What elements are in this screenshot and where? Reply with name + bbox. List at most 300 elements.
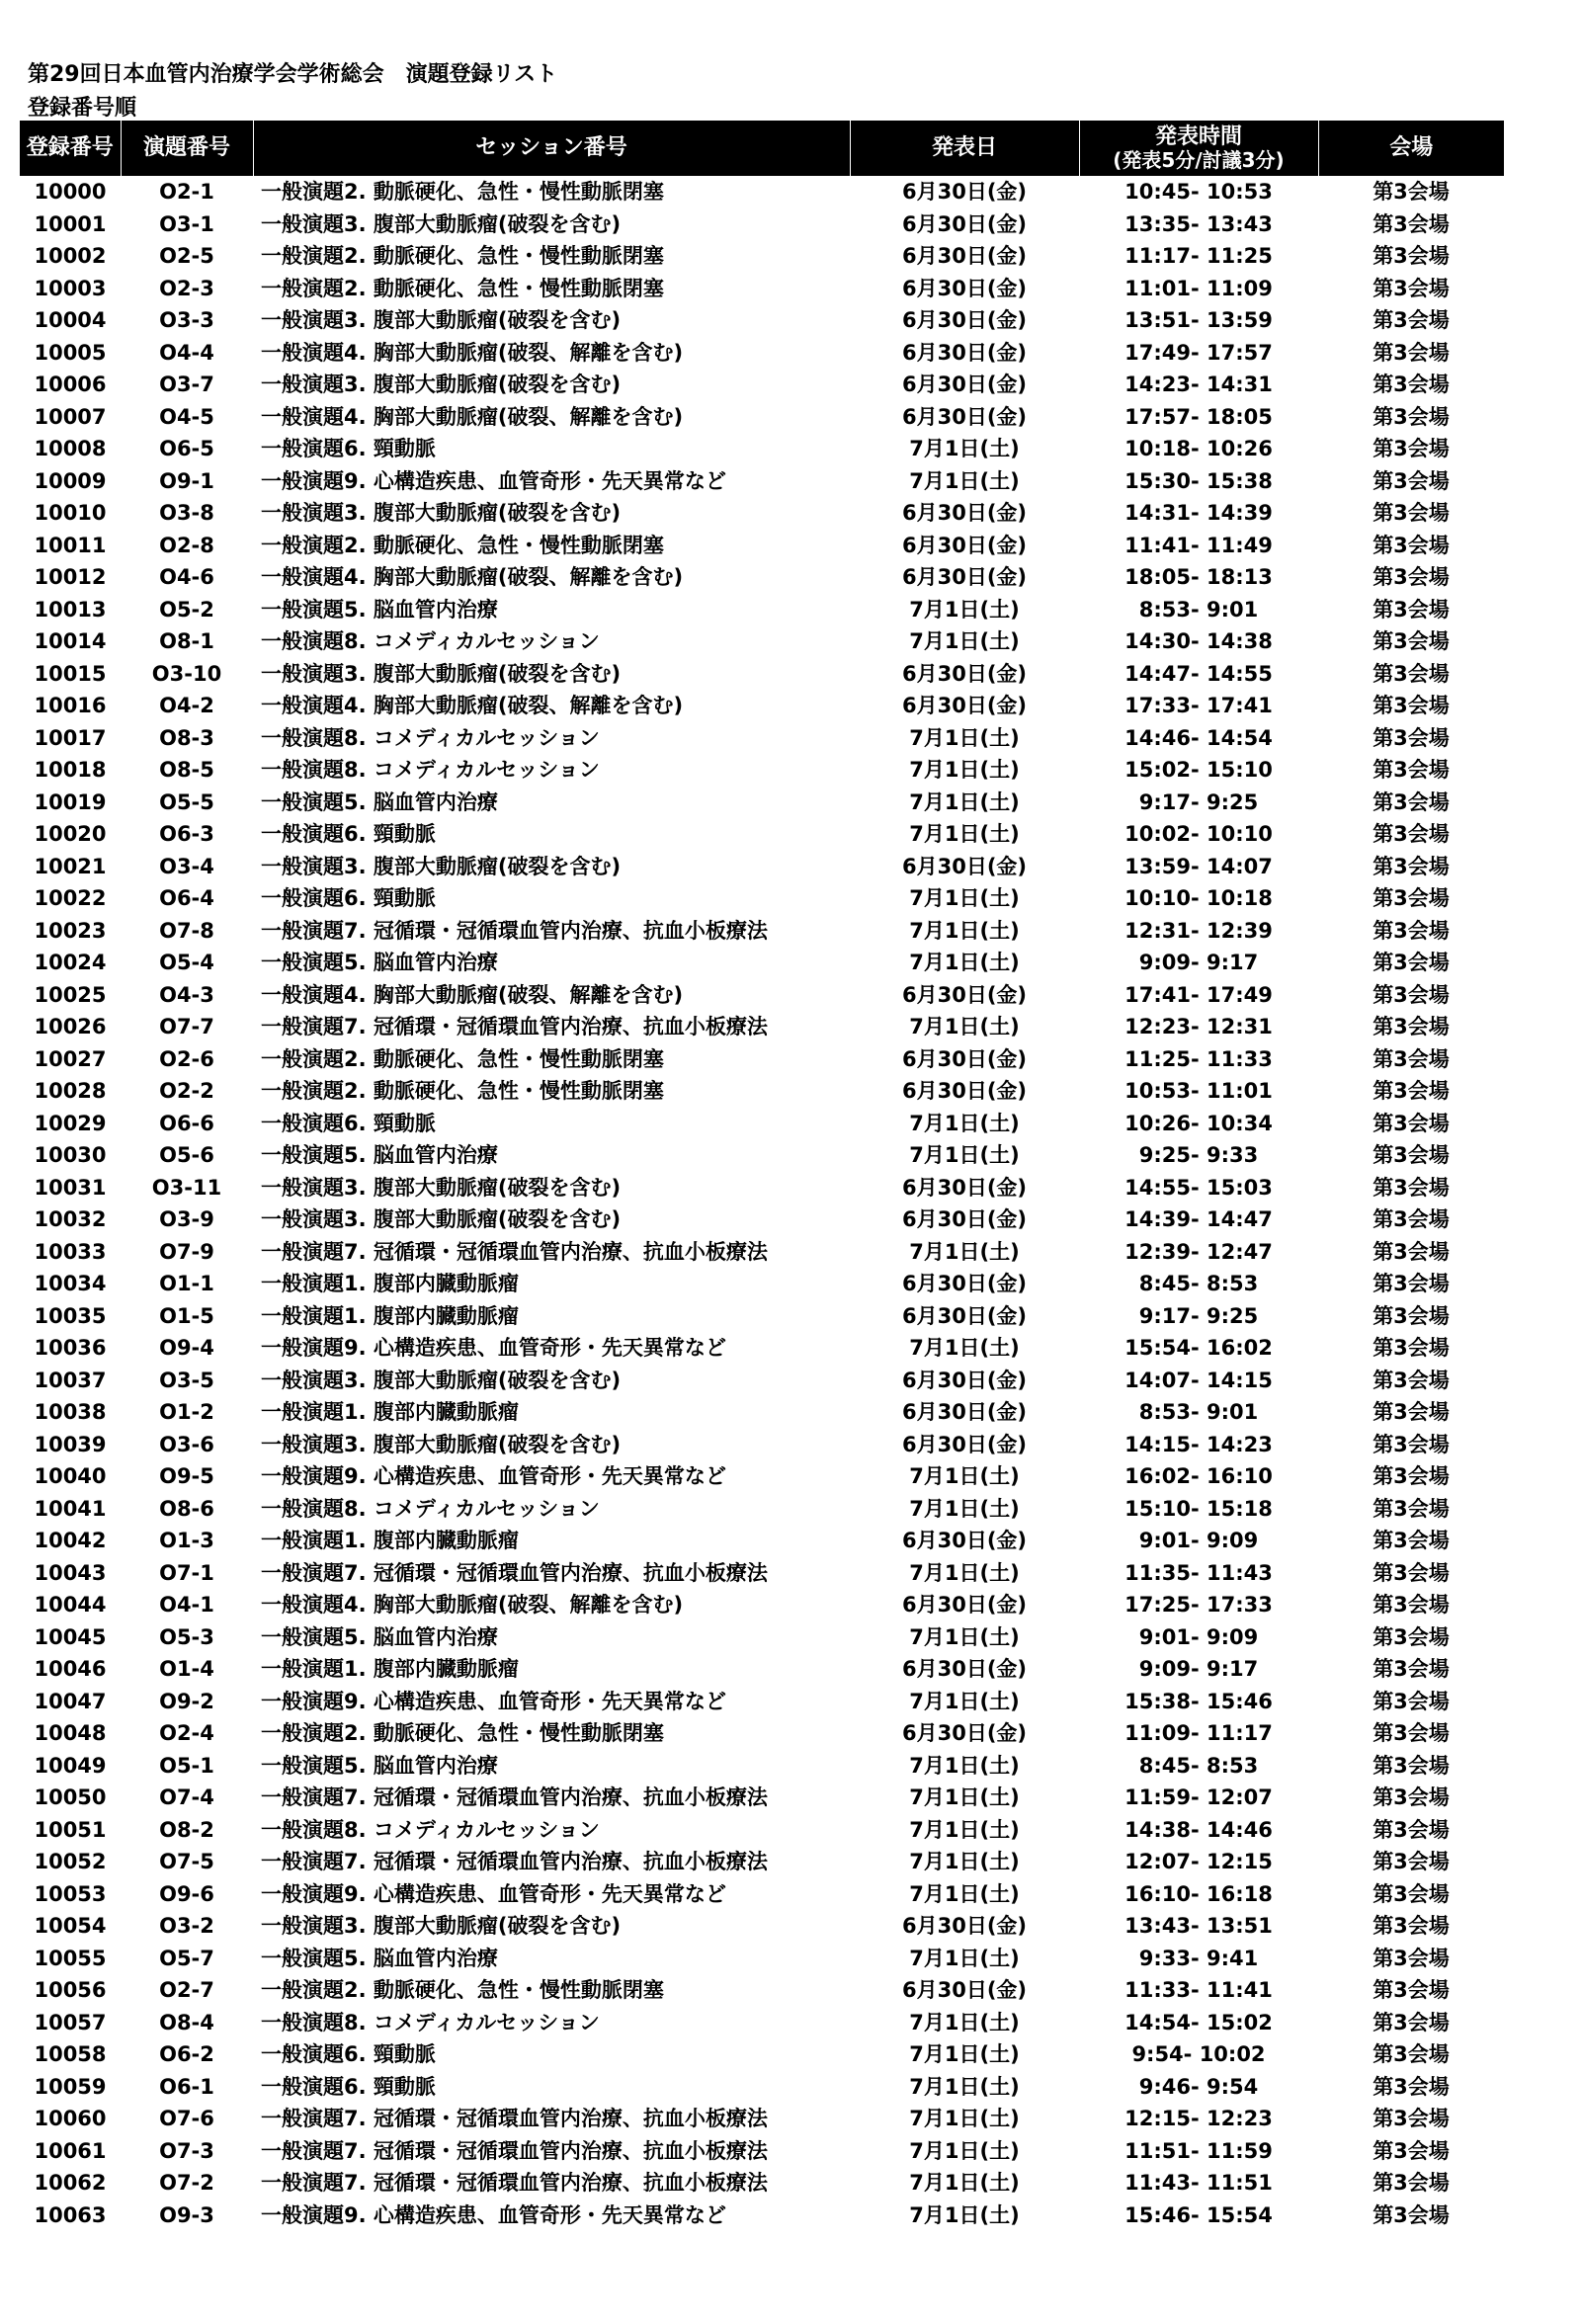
cell-session: 一般演題2. 動脈硬化、急性・慢性動脈閉塞 [261,276,664,300]
cell-reg-no: 10056 [34,1978,107,2002]
cell-reg-no: 10013 [34,597,107,622]
cell-time: 12:07- 12:15 [1124,1850,1273,1873]
cell-reg-no: 10048 [34,1721,107,1745]
cell-session: 一般演題7. 冠循環・冠循環血管内治療、抗血小板療法 [261,2171,768,2195]
table-row [20,497,1504,530]
cell-session: 一般演題3. 腹部大動脈瘤(破裂を含む) [261,854,622,878]
cell-date: 7月1日(土) [909,437,1020,460]
cell-time: 8:53- 9:01 [1138,597,1259,622]
cell-session: 一般演題1. 腹部内臓動脈瘤 [261,1400,519,1424]
table-row [20,2200,1504,2232]
cell-venue: 第3会場 [1373,2042,1450,2066]
cell-date: 6月30日(金) [901,1046,1028,1071]
table-row [20,722,1504,755]
cell-reg-no: 10032 [34,1207,107,1231]
cell-time: 16:02- 16:10 [1124,1464,1273,1488]
cell-abstract-no: O8-6 [159,1496,214,1521]
cell-reg-no: 10039 [34,1432,107,1456]
cell-venue: 第3会場 [1373,1850,1450,1873]
cell-session: 一般演題7. 冠循環・冠循環血管内治療、抗血小板療法 [261,1850,768,1873]
table-row [20,1300,1504,1333]
cell-venue: 第3会場 [1373,1272,1450,1295]
cell-abstract-no: O7-7 [159,1015,214,1038]
table-row [20,690,1504,722]
cell-time: 14:55- 15:03 [1124,1175,1273,1200]
cell-date: 7月1日(土) [909,1850,1020,1873]
cell-venue: 第3会場 [1373,1400,1450,1424]
cell-time: 13:43- 13:51 [1124,1914,1273,1938]
cell-reg-no: 10034 [34,1272,107,1295]
cell-date: 7月1日(土) [909,2202,1020,2227]
cell-session: 一般演題3. 腹部大動脈瘤(破裂を含む) [261,308,622,332]
cell-date: 6月30日(金) [901,1272,1028,1295]
cell-date: 7月1日(土) [909,1881,1020,1906]
cell-time: 9:33- 9:41 [1138,1946,1259,1970]
cell-time: 11:41- 11:49 [1124,533,1273,557]
cell-abstract-no: O6-3 [159,822,214,846]
cell-time: 9:01- 9:09 [1138,1529,1259,1552]
cell-time: 10:45- 10:53 [1124,180,1273,204]
cell-venue: 第3会場 [1373,1753,1450,1778]
cell-time: 11:43- 11:51 [1124,2171,1273,2195]
cell-reg-no: 10031 [34,1175,107,1200]
cell-time: 14:15- 14:23 [1124,1432,1273,1456]
cell-abstract-no: O5-6 [159,1143,214,1167]
cell-date: 6月30日(金) [901,694,1028,717]
cell-time: 11:17- 11:25 [1124,244,1273,268]
cell-reg-no: 10000 [34,180,107,204]
cell-reg-no: 10009 [34,468,107,493]
cell-time: 11:25- 11:33 [1124,1046,1273,1071]
cell-session: 一般演題8. コメディカルセッション [261,2010,600,2034]
table-row [20,208,1504,241]
cell-reg-no: 10020 [34,822,107,846]
cell-time: 16:10- 16:18 [1124,1881,1273,1906]
cell-venue: 第3会場 [1373,1239,1450,1264]
table-row [20,915,1504,948]
cell-abstract-no: O7-5 [159,1850,214,1873]
cell-abstract-no: O2-6 [159,1046,214,1071]
cell-date: 7月1日(土) [909,725,1020,750]
cell-venue: 第3会場 [1373,1978,1450,2002]
cell-abstract-no: O4-3 [159,982,214,1007]
table-row [20,1974,1504,2007]
cell-abstract-no: O7-4 [159,1785,214,1809]
cell-time: 9:54- 10:02 [1131,2042,1266,2066]
cell-abstract-no: O8-4 [159,2010,214,2034]
cell-time: 15:46- 15:54 [1124,2202,1273,2227]
cell-abstract-no: O3-1 [159,211,214,236]
cell-reg-no: 10018 [34,758,107,782]
cell-reg-no: 10003 [34,276,107,300]
table-row [20,176,1504,208]
cell-abstract-no: O7-2 [159,2171,214,2195]
cell-session: 一般演題1. 腹部内臓動脈瘤 [261,1303,519,1328]
cell-reg-no: 10019 [34,789,107,814]
cell-venue: 第3会場 [1373,533,1450,557]
cell-date: 6月30日(金) [901,565,1028,589]
cell-date: 7月1日(土) [909,2042,1020,2066]
cell-abstract-no: O4-2 [159,694,214,717]
cell-date: 7月1日(土) [909,1336,1020,1360]
table-row [20,1589,1504,1621]
cell-date: 6月30日(金) [901,373,1028,396]
cell-reg-no: 10042 [34,1529,107,1552]
cell-reg-no: 10047 [34,1689,107,1713]
cell-reg-no: 10024 [34,951,107,974]
cell-time: 10:10- 10:18 [1124,886,1273,910]
cell-reg-no: 10006 [34,373,107,396]
cell-date: 6月30日(金) [901,854,1028,878]
cell-time: 14:38- 14:46 [1124,1817,1273,1842]
cell-abstract-no: O7-9 [159,1239,214,1264]
cell-date: 6月30日(金) [901,1721,1028,1745]
cell-venue: 第3会場 [1373,2171,1450,2195]
cell-reg-no: 10011 [34,533,107,557]
cell-abstract-no: O7-3 [159,2138,214,2163]
cell-session: 一般演題7. 冠循環・冠循環血管内治療、抗血小板療法 [261,918,768,943]
cell-date: 7月1日(土) [909,2010,1020,2034]
cell-venue: 第3会場 [1373,789,1450,814]
cell-time: 9:25- 9:33 [1138,1143,1259,1167]
table-row [20,1943,1504,1975]
cell-abstract-no: O3-6 [159,1432,214,1456]
cell-abstract-no: O9-3 [159,2202,214,2227]
cell-abstract-no: O8-3 [159,725,214,750]
cell-venue: 第3会場 [1373,468,1450,493]
table-row [20,1686,1504,1718]
cell-session: 一般演題8. コメディカルセッション [261,1496,600,1521]
cell-venue: 第3会場 [1373,1046,1450,1071]
cell-abstract-no: O4-5 [159,404,214,429]
cell-date: 7月1日(土) [909,1464,1020,1488]
cell-date: 7月1日(土) [909,951,1020,974]
cell-abstract-no: O3-8 [159,501,214,525]
cell-session: 一般演題3. 腹部大動脈瘤(破裂を含む) [261,211,622,236]
cell-abstract-no: O7-8 [159,918,214,943]
cell-session: 一般演題7. 冠循環・冠循環血管内治療、抗血小板療法 [261,1560,768,1585]
cell-abstract-no: O5-3 [159,1624,214,1649]
cell-date: 7月1日(土) [909,2171,1020,2195]
cell-time: 11:51- 11:59 [1124,2138,1273,2163]
cell-date: 7月1日(土) [909,758,1020,782]
cell-abstract-no: O6-5 [159,437,214,460]
table-row [20,1172,1504,1204]
table-body [20,176,1504,2231]
cell-session: 一般演題3. 腹部大動脈瘤(破裂を含む) [261,1175,622,1200]
cell-reg-no: 10025 [34,982,107,1007]
cell-venue: 第3会場 [1373,437,1450,460]
cell-venue: 第3会場 [1373,1175,1450,1200]
cell-venue: 第3会場 [1373,244,1450,268]
cell-time: 15:54- 16:02 [1124,1336,1273,1360]
cell-session: 一般演題2. 動脈硬化、急性・慢性動脈閉塞 [261,1721,664,1745]
cell-time: 14:39- 14:47 [1124,1207,1273,1231]
cell-time: 14:46- 14:54 [1124,725,1273,750]
cell-venue: 第3会場 [1373,1111,1450,1135]
cell-time: 12:39- 12:47 [1124,1239,1273,1264]
cell-date: 6月30日(金) [901,276,1028,300]
cell-abstract-no: O9-6 [159,1881,214,1906]
table-row [20,1236,1504,1269]
cell-session: 一般演題3. 腹部大動脈瘤(破裂を含む) [261,1207,622,1231]
cell-abstract-no: O2-7 [159,1978,214,2002]
cell-session: 一般演題7. 冠循環・冠循環血管内治療、抗血小板療法 [261,1239,768,1264]
cell-session: 一般演題6. 頸動脈 [261,1111,436,1135]
cell-abstract-no: O1-3 [159,1529,214,1552]
cell-abstract-no: O8-2 [159,1817,214,1842]
cell-time: 11:09- 11:17 [1124,1721,1273,1745]
cell-session: 一般演題5. 脳血管内治療 [261,597,498,622]
table-row [20,369,1504,401]
cell-abstract-no: O9-4 [159,1336,214,1360]
page-subtitle: 登録番号順 [28,96,137,121]
table-row [20,2135,1504,2168]
cell-session: 一般演題9. 心構造疾患、血管奇形・先天異常など [261,468,726,493]
cell-date: 6月30日(金) [901,1529,1028,1552]
cell-date: 6月30日(金) [901,244,1028,268]
cell-date: 7月1日(土) [909,918,1020,943]
table-row [20,1139,1504,1172]
page-title: 第29回日本血管内治療学会学術総会 演題登録リスト [28,62,558,87]
cell-reg-no: 10051 [34,1817,107,1842]
cell-time: 13:51- 13:59 [1124,308,1273,332]
cell-session: 一般演題6. 頸動脈 [261,2074,436,2099]
cell-time: 12:31- 12:39 [1124,918,1273,943]
cell-reg-no: 10037 [34,1368,107,1392]
cell-abstract-no: O5-4 [159,951,214,974]
cell-time: 14:31- 14:39 [1124,501,1273,525]
table-row [20,401,1504,434]
table-row [20,947,1504,979]
cell-venue: 第3会場 [1373,1143,1450,1167]
cell-date: 7月1日(土) [909,2074,1020,2099]
table-row [20,882,1504,915]
table-row [20,337,1504,370]
cell-session: 一般演題4. 胸部大動脈瘤(破裂、解離を含む) [261,694,684,717]
cell-date: 6月30日(金) [901,1657,1028,1681]
table-row [20,1878,1504,1911]
table-row [20,2038,1504,2071]
cell-venue: 第3会場 [1373,854,1450,878]
cell-time: 17:33- 17:41 [1124,694,1273,717]
cell-date: 6月30日(金) [901,180,1028,204]
table-row [20,1332,1504,1365]
cell-abstract-no: O6-6 [159,1111,214,1135]
cell-date: 6月30日(金) [901,340,1028,365]
table-row [20,433,1504,465]
cell-reg-no: 10057 [34,2010,107,2034]
cell-venue: 第3会場 [1373,1657,1450,1681]
table-row [20,2167,1504,2200]
cell-abstract-no: O4-4 [159,340,214,365]
cell-session: 一般演題7. 冠循環・冠循環血管内治療、抗血小板療法 [261,2138,768,2163]
cell-session: 一般演題4. 胸部大動脈瘤(破裂、解離を含む) [261,1593,684,1617]
cell-abstract-no: O3-5 [159,1368,214,1392]
cell-reg-no: 10041 [34,1496,107,1521]
cell-session: 一般演題3. 腹部大動脈瘤(破裂を含む) [261,1432,622,1456]
cell-reg-no: 10063 [34,2202,107,2227]
cell-date: 7月1日(土) [909,1946,1020,1970]
cell-session: 一般演題5. 脳血管内治療 [261,1624,498,1649]
cell-date: 6月30日(金) [901,982,1028,1007]
cell-session: 一般演題3. 腹部大動脈瘤(破裂を含む) [261,501,622,525]
cell-venue: 第3会場 [1373,661,1450,686]
cell-date: 7月1日(土) [909,789,1020,814]
table-row [20,1429,1504,1461]
cell-date: 6月30日(金) [901,1368,1028,1392]
cell-venue: 第3会場 [1373,951,1450,974]
cell-reg-no: 10049 [34,1753,107,1778]
cell-venue: 第3会場 [1373,1914,1450,1938]
cell-abstract-no: O3-7 [159,373,214,396]
cell-time: 12:15- 12:23 [1124,2107,1273,2130]
cell-date: 7月1日(土) [909,1817,1020,1842]
cell-abstract-no: O3-4 [159,854,214,878]
cell-date: 7月1日(土) [909,886,1020,910]
cell-venue: 第3会場 [1373,1464,1450,1488]
cell-date: 6月30日(金) [901,1400,1028,1424]
cell-reg-no: 10052 [34,1850,107,1873]
cell-time: 14:07- 14:15 [1124,1368,1273,1392]
cell-abstract-no: O9-1 [159,468,214,493]
cell-venue: 第3会場 [1373,822,1450,846]
cell-reg-no: 10030 [34,1143,107,1167]
cell-time: 9:17- 9:25 [1138,1303,1259,1328]
table-row [20,851,1504,883]
cell-session: 一般演題7. 冠循環・冠循環血管内治療、抗血小板療法 [261,1785,768,1809]
cell-session: 一般演題7. 冠循環・冠循環血管内治療、抗血小板療法 [261,2107,768,2130]
cell-reg-no: 10045 [34,1624,107,1649]
cell-venue: 第3会場 [1373,629,1450,653]
cell-date: 6月30日(金) [901,1593,1028,1617]
table-row [20,658,1504,691]
table-row [20,1525,1504,1557]
table-row [20,754,1504,787]
cell-venue: 第3会場 [1373,276,1450,300]
cell-time: 10:18- 10:26 [1124,437,1273,460]
cell-venue: 第3会場 [1373,918,1450,943]
cell-reg-no: 10058 [34,2042,107,2066]
cell-session: 一般演題2. 動脈硬化、急性・慢性動脈閉塞 [261,1079,664,1103]
cell-venue: 第3会場 [1373,211,1450,236]
cell-abstract-no: O4-1 [159,1593,214,1617]
cell-abstract-no: O3-11 [151,1175,222,1200]
table-row [20,1396,1504,1429]
cell-venue: 第3会場 [1373,404,1450,429]
cell-time: 10:02- 10:10 [1124,822,1273,846]
cell-venue: 第3会場 [1373,1496,1450,1521]
cell-venue: 第3会場 [1373,501,1450,525]
header-abstract-no: 演題番号 [121,121,253,176]
header-session: セッション番号 [253,121,850,176]
cell-venue: 第3会場 [1373,1368,1450,1392]
cell-reg-no: 10033 [34,1239,107,1264]
cell-abstract-no: O8-1 [159,629,214,653]
table-row [20,1493,1504,1526]
cell-reg-no: 10044 [34,1593,107,1617]
cell-time: 14:30- 14:38 [1124,629,1273,653]
cell-time: 11:59- 12:07 [1124,1785,1273,1809]
cell-reg-no: 10050 [34,1785,107,1809]
cell-session: 一般演題2. 動脈硬化、急性・慢性動脈閉塞 [261,1046,664,1071]
cell-time: 13:59- 14:07 [1124,854,1273,878]
cell-reg-no: 10046 [34,1657,107,1681]
cell-time: 10:26- 10:34 [1124,1111,1273,1135]
cell-session: 一般演題4. 胸部大動脈瘤(破裂、解離を含む) [261,340,684,365]
cell-session: 一般演題2. 動脈硬化、急性・慢性動脈閉塞 [261,180,664,204]
cell-abstract-no: O6-4 [159,886,214,910]
table-row [20,1621,1504,1654]
cell-venue: 第3会場 [1373,694,1450,717]
cell-session: 一般演題4. 胸部大動脈瘤(破裂、解離を含む) [261,565,684,589]
cell-date: 7月1日(土) [909,597,1020,622]
cell-venue: 第3会場 [1373,2074,1450,2099]
cell-venue: 第3会場 [1373,2138,1450,2163]
cell-reg-no: 10012 [34,565,107,589]
cell-venue: 第3会場 [1373,1817,1450,1842]
cell-venue: 第3会場 [1373,1529,1450,1552]
cell-date: 6月30日(金) [901,1914,1028,1938]
cell-time: 8:45- 8:53 [1138,1272,1259,1295]
cell-abstract-no: O5-1 [159,1753,214,1778]
header-reg-no: 登録番号 [20,121,121,176]
cell-abstract-no: O6-1 [159,2074,214,2099]
cell-session: 一般演題2. 動脈硬化、急性・慢性動脈閉塞 [261,1978,664,2002]
cell-time: 15:10- 15:18 [1124,1496,1273,1521]
cell-venue: 第3会場 [1373,565,1450,589]
cell-reg-no: 10059 [34,2074,107,2099]
table-row [20,1750,1504,1783]
cell-venue: 第3会場 [1373,758,1450,782]
cell-session: 一般演題2. 動脈硬化、急性・慢性動脈閉塞 [261,533,664,557]
cell-abstract-no: O7-6 [159,2107,214,2130]
cell-session: 一般演題6. 頸動脈 [261,822,436,846]
cell-venue: 第3会場 [1373,1336,1450,1360]
cell-abstract-no: O3-3 [159,308,214,332]
table-row [20,561,1504,594]
cell-reg-no: 10002 [34,244,107,268]
cell-venue: 第3会場 [1373,725,1450,750]
cell-date: 6月30日(金) [901,501,1028,525]
cell-date: 7月1日(土) [909,1624,1020,1649]
cell-reg-no: 10004 [34,308,107,332]
table-row [20,787,1504,819]
cell-reg-no: 10014 [34,629,107,653]
cell-time: 9:09- 9:17 [1138,1657,1259,1681]
cell-abstract-no: O2-4 [159,1721,214,1745]
cell-time: 8:45- 8:53 [1138,1753,1259,1778]
cell-reg-no: 10062 [34,2171,107,2195]
header-date: 発表日 [850,121,1079,176]
cell-venue: 第3会場 [1373,982,1450,1007]
table-row [20,1557,1504,1590]
cell-reg-no: 10023 [34,918,107,943]
cell-venue: 第3会場 [1373,597,1450,622]
header-time-line2: (発表5分/討議3分) [1113,148,1285,173]
table-header-row [20,121,1504,176]
cell-reg-no: 10017 [34,725,107,750]
header-venue: 会場 [1318,121,1504,176]
cell-reg-no: 10015 [34,661,107,686]
table-row [20,625,1504,658]
cell-date: 6月30日(金) [901,533,1028,557]
table-row [20,1075,1504,1108]
cell-date: 6月30日(金) [901,1978,1028,2002]
cell-abstract-no: O9-5 [159,1464,214,1488]
cell-time: 9:46- 9:54 [1138,2074,1259,2099]
cell-venue: 第3会場 [1373,886,1450,910]
